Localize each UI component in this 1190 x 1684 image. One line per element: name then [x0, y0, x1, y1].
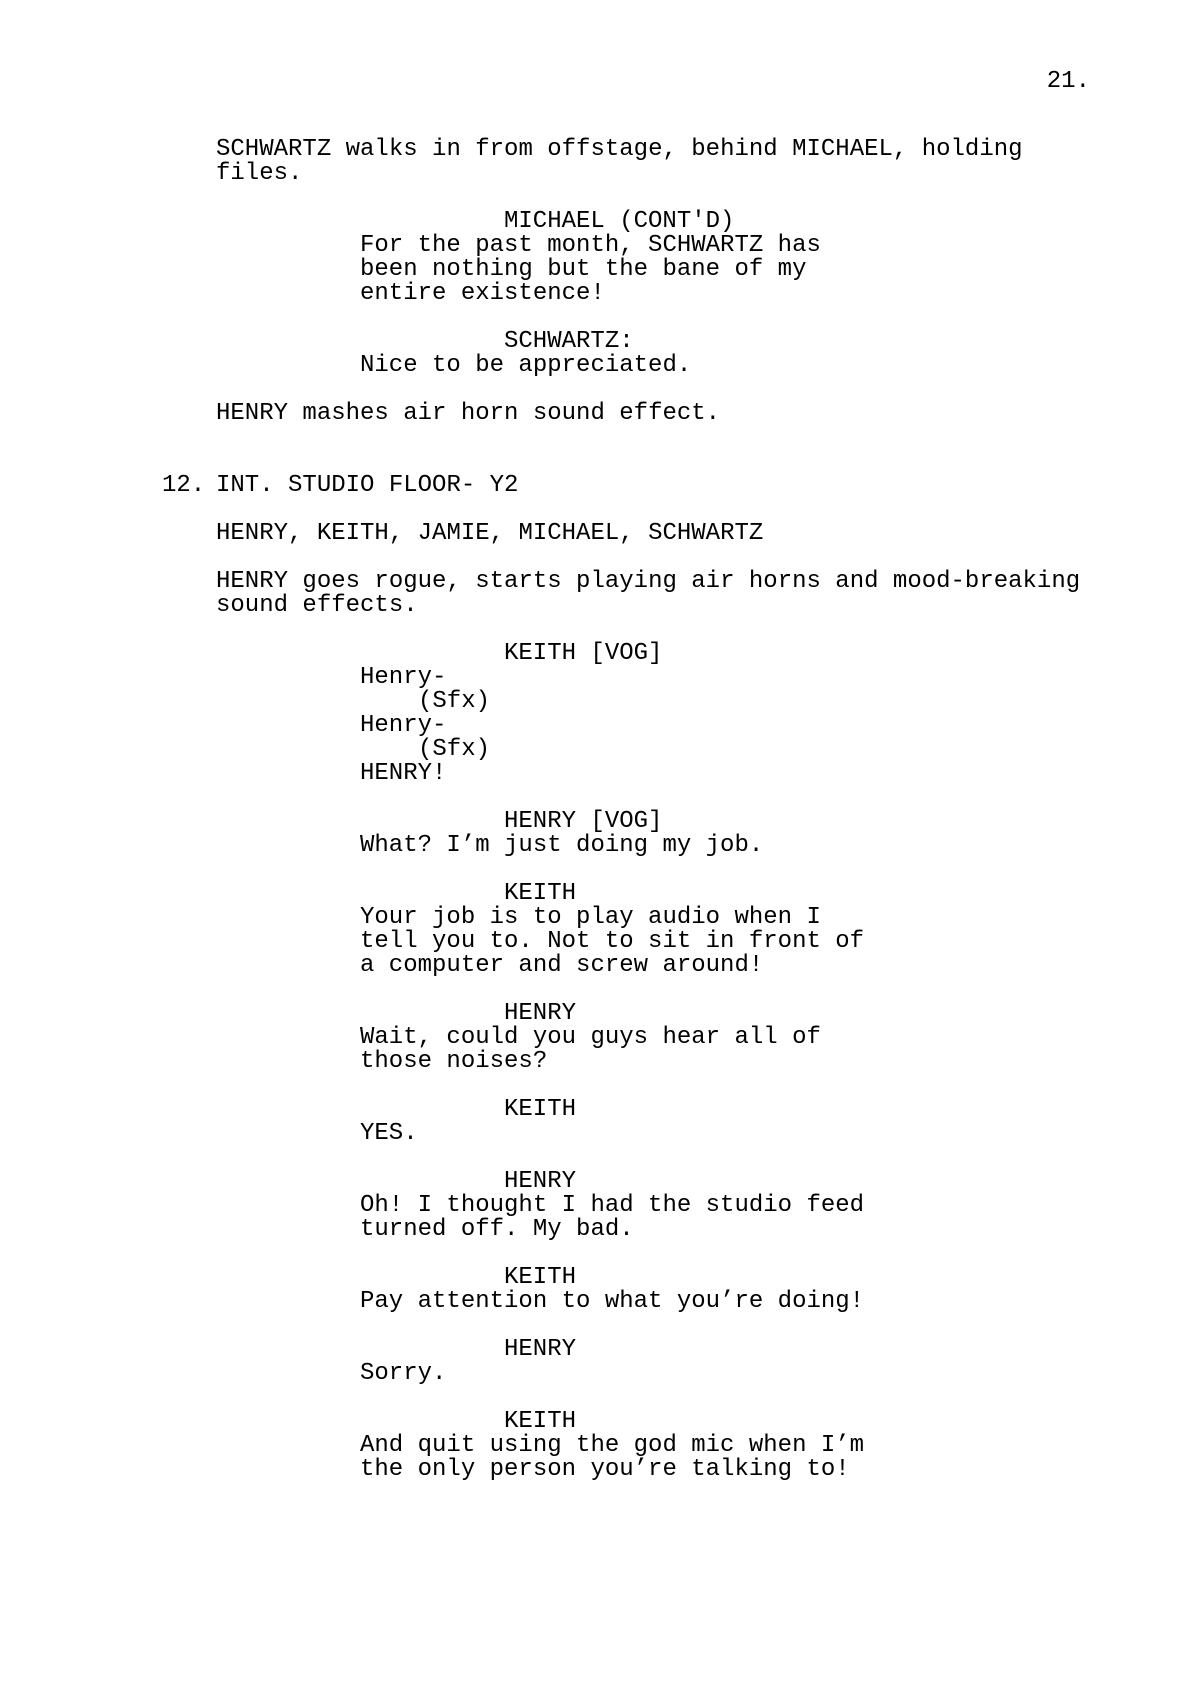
dialogue-line: Nice to be appreciated. [360, 352, 692, 379]
dialogue-line: For the past month, SCHWARTZ has [360, 232, 821, 259]
action-line: HENRY, KEITH, JAMIE, MICHAEL, SCHWARTZ [216, 520, 764, 547]
parenthetical: (Sfx) [418, 688, 491, 715]
dialogue-line: the only person you’re talking to! [360, 1456, 850, 1483]
dialogue-line: What? I’m just doing my job. [360, 832, 764, 859]
dialogue-line: entire existence! [360, 280, 605, 307]
dialogue-line: those noises? [360, 1048, 548, 1075]
dialogue-line: Henry- [360, 664, 447, 691]
character-cue: HENRY [504, 1168, 577, 1195]
dialogue-line: HENRY! [360, 760, 447, 787]
dialogue-line: Sorry. [360, 1360, 447, 1387]
character-cue: KEITH [504, 880, 577, 907]
dialogue-line: Pay attention to what you’re doing! [360, 1288, 865, 1315]
dialogue-line: been nothing but the bane of my [360, 256, 807, 283]
action-line: SCHWARTZ walks in from offstage, behind MICHAEL, holding [216, 136, 1023, 163]
action-line: files. [216, 160, 303, 187]
dialogue-line: tell you to. Not to sit in front of [360, 928, 865, 955]
character-cue: MICHAEL (CONT'D) [504, 208, 735, 235]
scene-number: 12. [162, 472, 206, 499]
action-line: HENRY goes rogue, starts playing air horns and mood-breaking [216, 568, 1081, 595]
character-cue: KEITH [504, 1264, 577, 1291]
dialogue-line: Your job is to play audio when I [360, 904, 821, 931]
dialogue-line: Henry- [360, 712, 447, 739]
dialogue-line: Wait, could you guys hear all of [360, 1024, 821, 1051]
dialogue-line: YES. [360, 1120, 418, 1147]
action-line: HENRY mashes air horn sound effect. [216, 400, 721, 427]
page-number: 21. [1046, 68, 1090, 95]
character-cue: KEITH [504, 1408, 577, 1435]
character-cue: SCHWARTZ: [504, 328, 634, 355]
dialogue-line: Oh! I thought I had the studio feed [360, 1192, 865, 1219]
character-cue: HENRY [504, 1000, 577, 1027]
parenthetical: (Sfx) [418, 736, 491, 763]
dialogue-line: turned off. My bad. [360, 1216, 634, 1243]
character-cue: KEITH [VOG] [504, 640, 663, 667]
scene-heading: INT. STUDIO FLOOR- Y2 [216, 472, 519, 499]
character-cue: HENRY [504, 1336, 577, 1363]
character-cue: HENRY [VOG] [504, 808, 663, 835]
dialogue-line: And quit using the god mic when I’m [360, 1432, 865, 1459]
action-line: sound effects. [216, 592, 418, 619]
dialogue-line: a computer and screw around! [360, 952, 764, 979]
character-cue: KEITH [504, 1096, 577, 1123]
